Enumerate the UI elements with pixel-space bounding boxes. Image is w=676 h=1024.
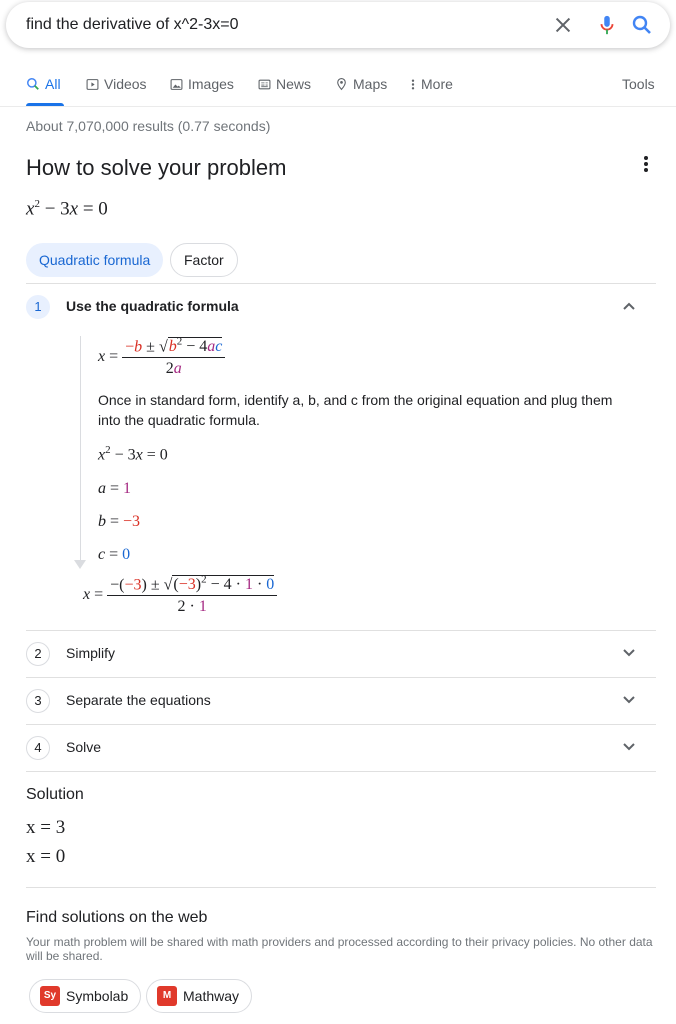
problem-equation: $x^2 - 3x = 0$	[26, 198, 108, 220]
arrow-down-icon	[74, 560, 86, 569]
search-input[interactable]: find the derivative of x^2-3x=0	[26, 16, 239, 33]
solution-answer: x = 0	[26, 846, 66, 867]
step-4-header[interactable]	[26, 725, 656, 771]
step-number: 2	[26, 642, 50, 666]
step-number: 3	[26, 689, 50, 713]
quadratic-formula: x = $\frac{-b \pm √b^2 - 4ac}{2a}$	[98, 336, 225, 378]
solution-answer: x = 3	[26, 817, 66, 838]
tab-label: Maps	[353, 76, 388, 92]
step-label: Use the quadratic formula	[66, 298, 239, 314]
step-label: Solve	[66, 739, 102, 755]
chevron-down-icon[interactable]	[622, 648, 636, 658]
microphone-icon[interactable]	[596, 13, 618, 37]
chevron-down-icon[interactable]	[622, 695, 636, 705]
solution-title: Solution	[26, 786, 84, 803]
more-vert-icon	[410, 78, 416, 91]
symbolab-button[interactable]	[29, 979, 141, 1013]
provider-name: Mathway	[183, 988, 240, 1004]
coefficient-a: a = 1	[98, 480, 132, 497]
mathway-logo-icon: M	[157, 986, 177, 1006]
tools-button[interactable]: Tools	[622, 76, 655, 92]
divider	[26, 887, 656, 888]
standard-form-equation: $x^2 - 3x = 0$	[98, 444, 168, 464]
tab-label: News	[276, 76, 312, 92]
chevron-up-icon[interactable]	[622, 301, 636, 311]
provider-name: Symbolab	[66, 988, 129, 1004]
tab-label: Videos	[104, 76, 147, 92]
tab-label: More	[421, 76, 453, 92]
news-icon	[258, 78, 271, 91]
chevron-down-icon[interactable]	[622, 742, 636, 752]
web-solutions-title: Find solutions on the web	[26, 909, 208, 926]
active-tab-indicator	[26, 103, 64, 106]
search-tabs	[0, 72, 676, 107]
coefficient-c: c = 0	[98, 546, 131, 563]
step-2-header[interactable]	[26, 631, 656, 677]
search-bar[interactable]	[6, 2, 670, 48]
step-label: Separate the equations	[66, 692, 211, 708]
search-icon	[26, 77, 40, 91]
image-icon	[170, 78, 183, 91]
clear-icon[interactable]	[552, 14, 574, 36]
substituted-formula: x = $\frac{-(-3) \pm √(-3)^2 - 4 \cdot 1 \cdot 0}{2 \cdot 1}$	[83, 574, 277, 616]
more-options-icon[interactable]	[640, 154, 652, 174]
step-instruction: Once in standard form, identify a, b, and c from the original equation and plug them into the quadratic formula.	[98, 392, 613, 428]
coefficient-b: b = −3	[98, 513, 141, 530]
step-number: 4	[26, 736, 50, 760]
tab-videos[interactable]	[86, 76, 147, 92]
tab-label: Images	[188, 76, 234, 92]
tab-maps[interactable]	[335, 76, 387, 92]
method-chip-quadratic[interactable]: Quadratic formula	[26, 243, 163, 277]
results-count: About 7,070,000 results (0.77 seconds)	[26, 118, 271, 134]
tab-images[interactable]	[170, 76, 234, 92]
step-3-header[interactable]	[26, 678, 656, 724]
privacy-notice: Your math problem will be shared with math providers and processed according to their privacy policies. No other data will be shared.	[26, 935, 653, 963]
step-number: 1	[26, 295, 50, 319]
mathway-button[interactable]	[146, 979, 252, 1013]
tab-news[interactable]	[258, 76, 311, 92]
step-1-header[interactable]	[26, 284, 656, 330]
method-chip-factor[interactable]: Factor	[170, 243, 238, 277]
symbolab-logo-icon: Sy	[40, 986, 60, 1006]
search-icon[interactable]	[630, 13, 654, 37]
divider	[26, 771, 656, 772]
panel-title: How to solve your problem	[26, 155, 287, 180]
tab-all[interactable]	[26, 76, 61, 92]
tab-more[interactable]	[410, 76, 453, 92]
step-connector	[80, 336, 81, 562]
step-label: Simplify	[66, 645, 116, 661]
tab-label: All	[45, 76, 61, 92]
map-pin-icon	[335, 77, 348, 91]
video-icon	[86, 78, 99, 91]
